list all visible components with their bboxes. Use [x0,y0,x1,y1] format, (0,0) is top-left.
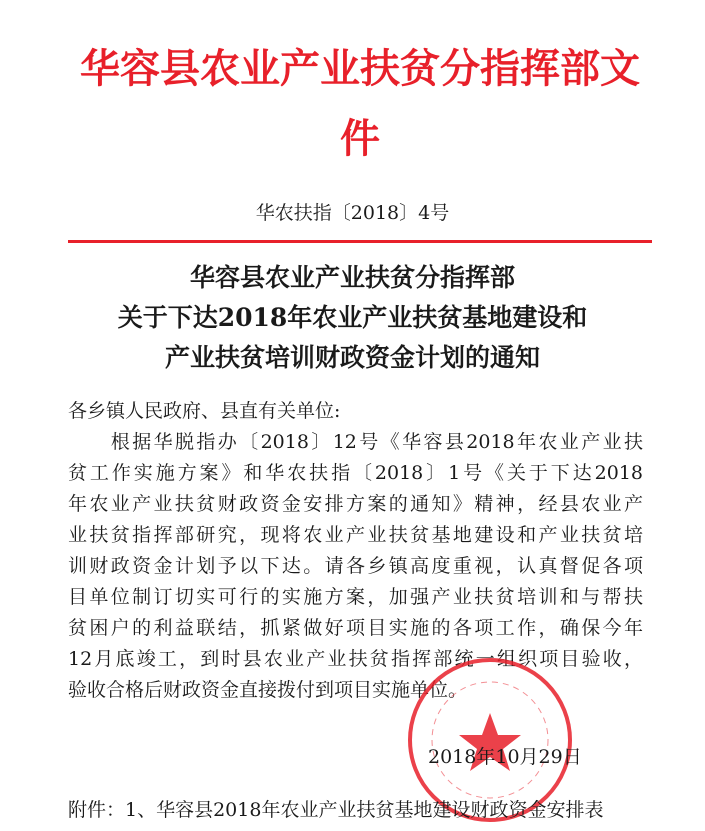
body-line: 根据华脱指办〔2018〕12号《华容县2018年农业产业扶 [68,431,643,453]
body-line: 业扶贫指挥部研究，现将农业产业扶贫基地建设和产业扶贫培 [68,524,643,546]
attachment-line: 附件：1、华容县2018年农业产业扶贫基地建设财政资金安排表 [68,799,604,821]
notice-title [40,258,665,378]
body-line: 贫工作实施方案》和华农扶指〔2018〕1号《关于下达2018 [68,462,643,484]
document-number: 华农扶指〔2018〕4号 [255,202,450,224]
notice-title-line-3: 产业扶贫培训财政资金计划的通知 [164,343,540,372]
body-line: 目单位制订切实可行的实施方案，加强产业扶贫培训和与帮扶 [68,586,643,608]
red-divider [68,240,652,243]
body-line: 验收合格后财政资金直接拨付到项目实施单位。 [68,679,468,701]
body-line: 12月底竣工，到时县农业产业扶贫指挥部统一组织项目验收， [68,648,643,670]
notice-title-line-1: 华容县农业产业扶贫分指挥部 [189,263,515,292]
salutation: 各乡镇人民政府、县直有关单位: [68,400,341,422]
issue-date: 2018年10月29日 [428,746,582,768]
body-line: 训财政资金计划予以下达。请各乡镇高度重视，认真督促各项 [68,555,643,577]
body-line: 贫困户的利益联结，抓紧做好项目实施的各项工作，确保今年 [68,617,643,639]
body-line: 年农业产业扶贫财政资金安排方案的通知》精神，经县农业产 [68,493,643,515]
notice-title-line-2: 关于下达2018年农业产业扶贫基地建设和 [117,303,588,332]
document-header-title: 华容县农业产业扶贫分指挥部文件 [80,46,640,162]
